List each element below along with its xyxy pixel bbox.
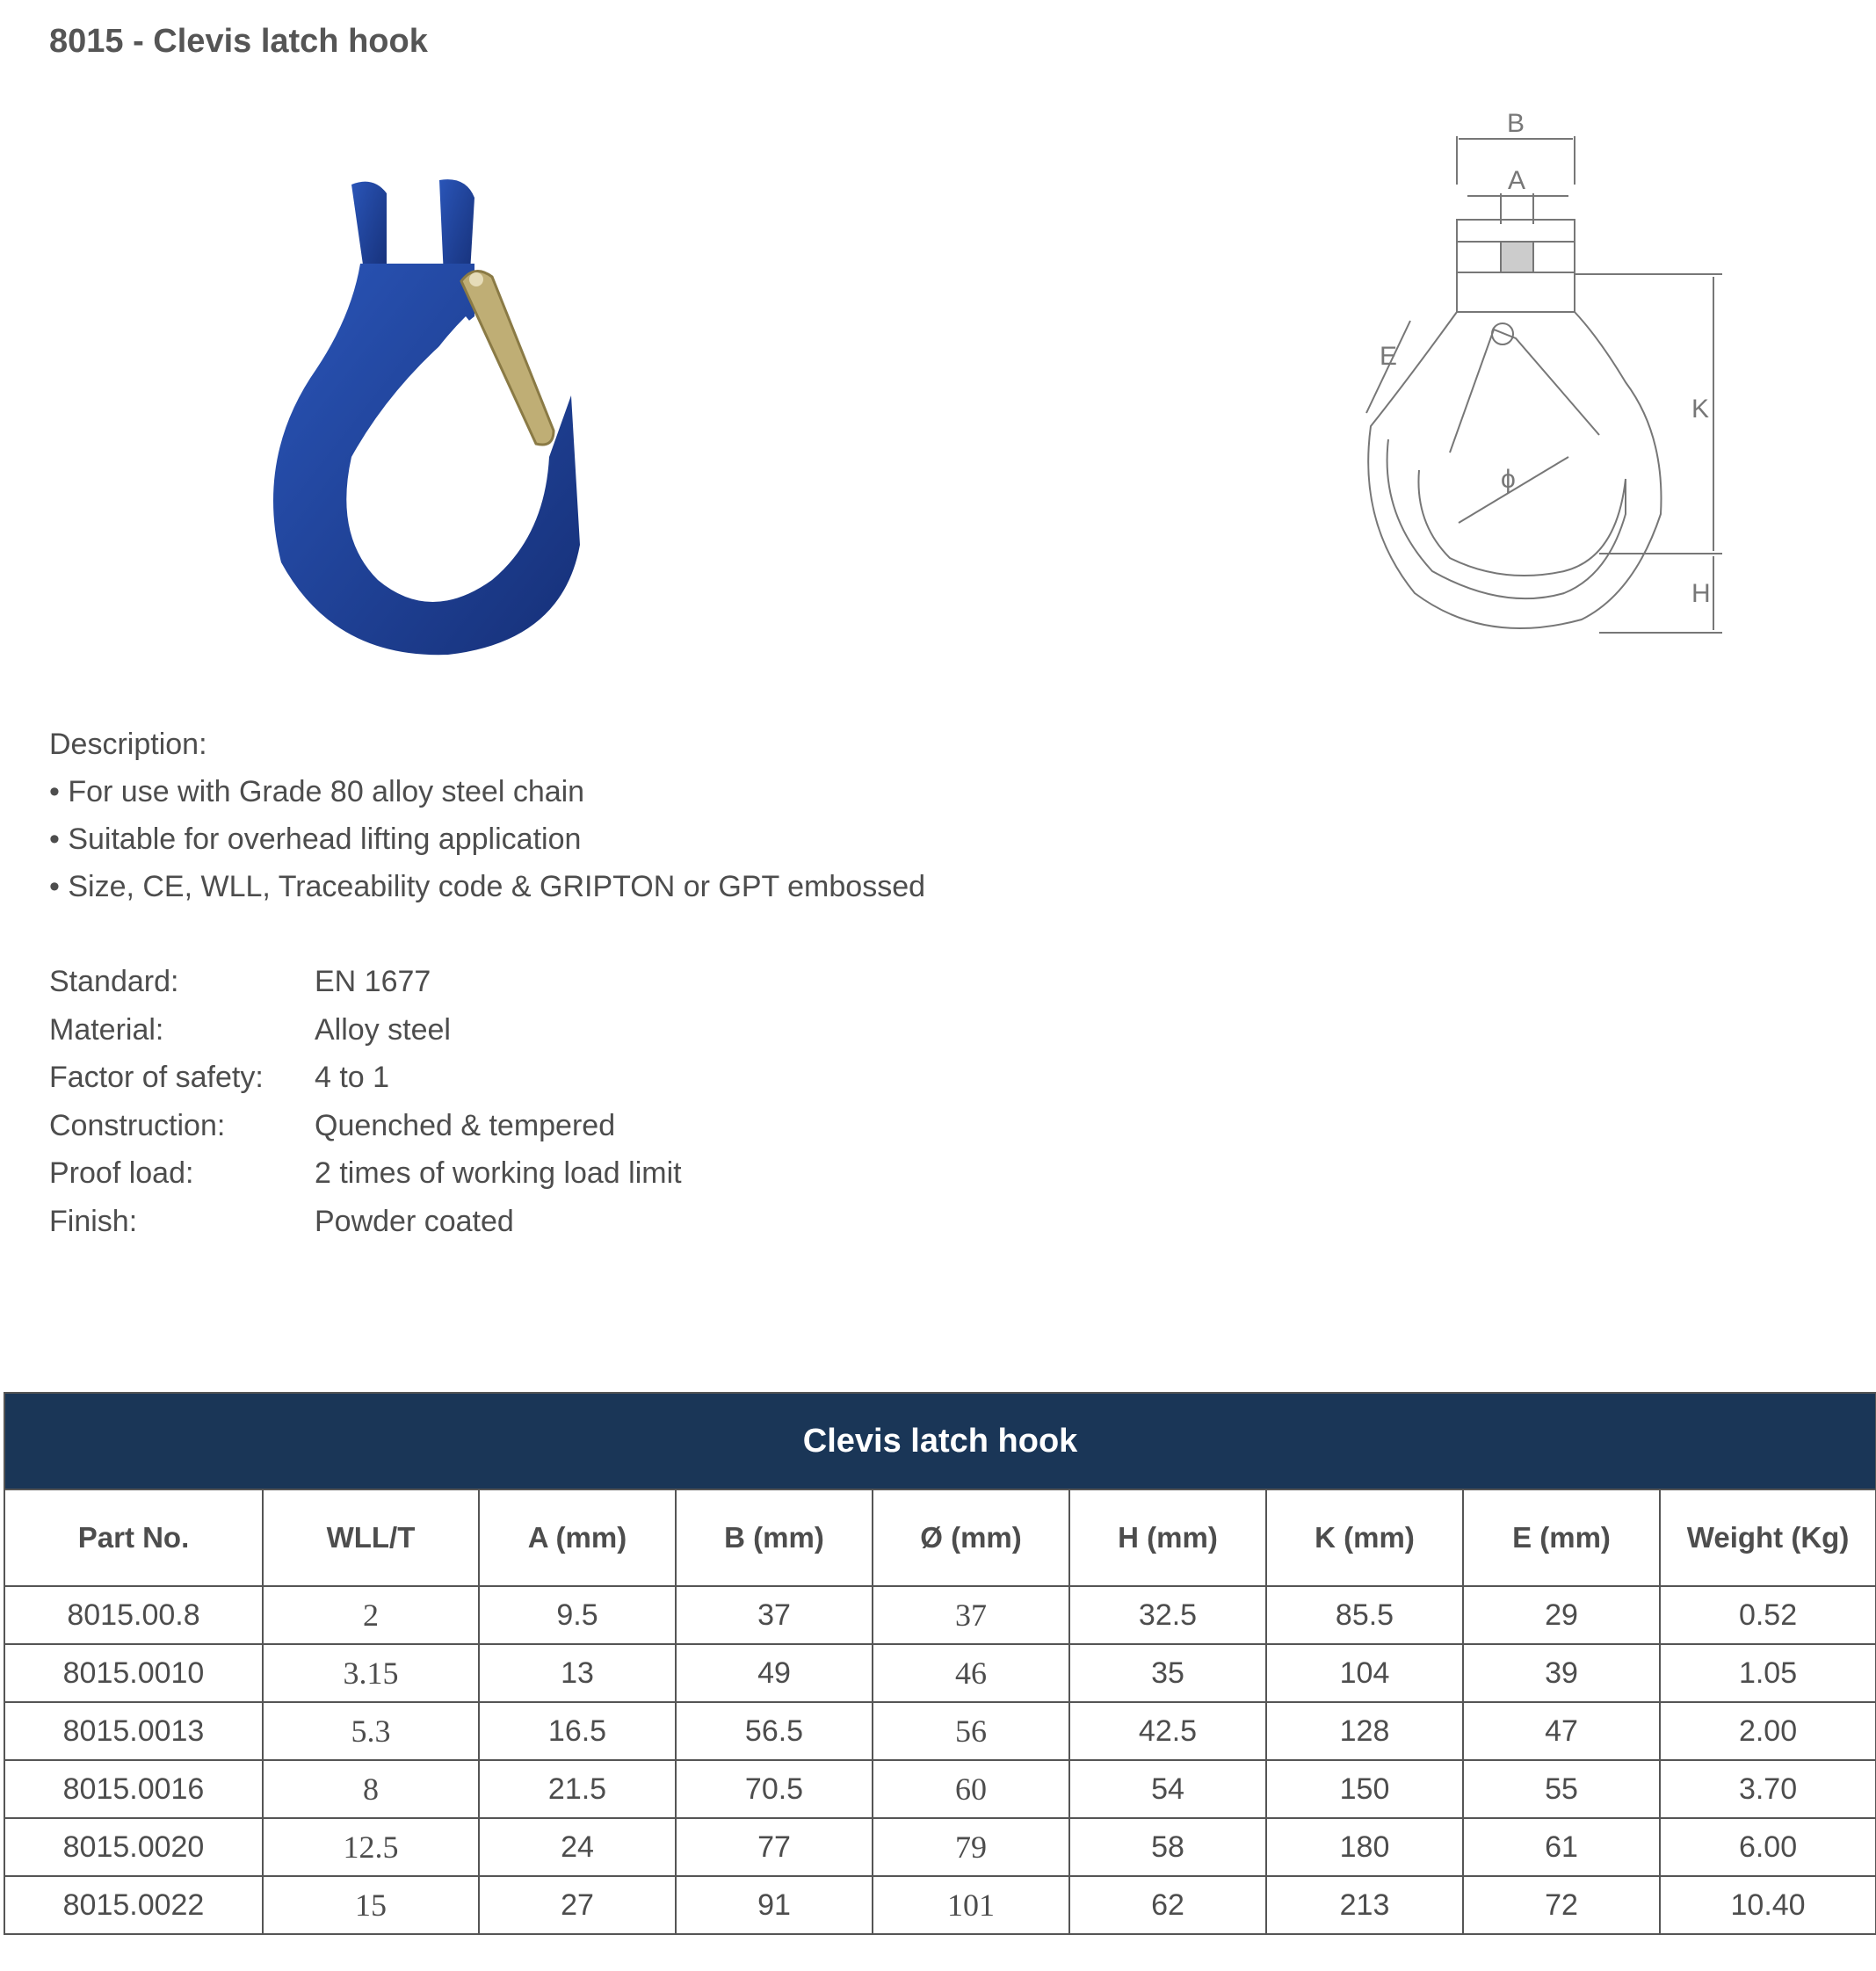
- spec-label: Factor of safety:: [49, 1061, 264, 1094]
- spec-value: Quenched & tempered: [315, 1108, 616, 1142]
- hook-photo: [255, 167, 606, 659]
- table-row: [4, 1818, 1876, 1876]
- table-cell: 60: [873, 1760, 1069, 1818]
- dimensions-table: [4, 1392, 1876, 1935]
- spec-label: Standard:: [49, 965, 179, 998]
- dim-label-a: A: [1507, 166, 1526, 195]
- spec-row-finish: [49, 1198, 682, 1246]
- table-cell: 2: [263, 1586, 479, 1644]
- table-cell: 8: [263, 1760, 479, 1818]
- spec-row-proof-load: [49, 1149, 682, 1198]
- table-cell: 0.52: [1660, 1586, 1876, 1644]
- table-cell: 13: [479, 1644, 676, 1702]
- table-cell: 16.5: [479, 1702, 676, 1760]
- spec-label: Finish:: [49, 1204, 138, 1238]
- spec-row-construction: [49, 1102, 682, 1150]
- table-row: [4, 1586, 1876, 1644]
- table-row: [4, 1876, 1876, 1934]
- description: [49, 721, 925, 910]
- table-cell: 3.70: [1660, 1760, 1876, 1818]
- table-cell: 55: [1463, 1760, 1660, 1818]
- table-cell: 8015.00.8: [4, 1586, 263, 1644]
- spec-value: EN 1677: [315, 965, 431, 998]
- table-cell: 47: [1463, 1702, 1660, 1760]
- table-cell: 54: [1069, 1760, 1266, 1818]
- description-bullet: • For use with Grade 80 alloy steel chain: [49, 775, 585, 808]
- table-cell: 8015.0016: [4, 1760, 263, 1818]
- table-cell: 49: [676, 1644, 873, 1702]
- spec-label: Construction:: [49, 1108, 226, 1142]
- table-cell: 62: [1069, 1876, 1266, 1934]
- table-cell: 56: [873, 1702, 1069, 1760]
- table-cell: 39: [1463, 1644, 1660, 1702]
- table-cell: 42.5: [1069, 1702, 1266, 1760]
- dim-label-h: H: [1691, 579, 1711, 608]
- spec-label: Material:: [49, 1012, 164, 1047]
- table-cell: 24: [479, 1818, 676, 1876]
- table-cell: 29: [1463, 1586, 1660, 1644]
- table-cell: 35: [1069, 1644, 1266, 1702]
- spec-value: Powder coated: [315, 1204, 514, 1238]
- table-row: [4, 1760, 1876, 1818]
- table-cell: 1.05: [1660, 1644, 1876, 1702]
- column-header: A (mm): [479, 1489, 676, 1586]
- table-cell: 58: [1069, 1818, 1266, 1876]
- column-header: K (mm): [1266, 1489, 1463, 1586]
- spec-value: 2 times of working load limit: [315, 1156, 682, 1190]
- table-cell: 180: [1266, 1818, 1463, 1876]
- column-header: Ø (mm): [873, 1489, 1069, 1586]
- table-cell: 9.5: [479, 1586, 676, 1644]
- column-header: Weight (Kg): [1660, 1489, 1876, 1586]
- column-header: B (mm): [676, 1489, 873, 1586]
- spec-row-material: [49, 1006, 682, 1054]
- dim-label-e: E: [1380, 342, 1398, 371]
- column-header: E (mm): [1463, 1489, 1660, 1586]
- table-cell: 85.5: [1266, 1586, 1463, 1644]
- table-cell: 56.5: [676, 1702, 873, 1760]
- table-cell: 8015.0020: [4, 1818, 263, 1876]
- spec-row-factor-of-safety: [49, 1054, 682, 1102]
- table-cell: 37: [873, 1586, 1069, 1644]
- table-cell: 104: [1266, 1644, 1463, 1702]
- dim-label-b: B: [1506, 109, 1525, 138]
- spec-label: Proof load:: [49, 1156, 194, 1190]
- table-row: [4, 1644, 1876, 1702]
- spec-value: Alloy steel: [315, 1012, 451, 1047]
- table-cell: 12.5: [263, 1818, 479, 1876]
- table-header-row: [4, 1489, 1876, 1586]
- table-cell: 6.00: [1660, 1818, 1876, 1876]
- table-cell: 5.3: [263, 1702, 479, 1760]
- table-cell: 3.15: [263, 1644, 479, 1702]
- column-header: WLL/T: [263, 1489, 479, 1586]
- column-header: Part No.: [4, 1489, 263, 1586]
- dim-label-k: K: [1691, 395, 1710, 424]
- table-cell: 101: [873, 1876, 1069, 1934]
- table-caption: Clevis latch hook: [4, 1393, 1876, 1489]
- dim-label-phi: ϕ: [1501, 465, 1516, 494]
- page-title: 8015 - Clevis latch hook: [49, 23, 428, 60]
- table-cell: 46: [873, 1644, 1069, 1702]
- table-cell: 77: [676, 1818, 873, 1876]
- table-cell: 91: [676, 1876, 873, 1934]
- table-cell: 8015.0022: [4, 1876, 263, 1934]
- specifications: [49, 958, 682, 1245]
- hook-dimension-drawing: [1353, 101, 1740, 646]
- description-bullet: • Size, CE, WLL, Traceability code & GRIPTON or GPT embossed: [49, 870, 926, 903]
- table-cell: 10.40: [1660, 1876, 1876, 1934]
- table-cell: 213: [1266, 1876, 1463, 1934]
- table-cell: 21.5: [479, 1760, 676, 1818]
- table-cell: 72: [1463, 1876, 1660, 1934]
- table-cell: 2.00: [1660, 1702, 1876, 1760]
- description-bullet: • Suitable for overhead lifting application: [49, 822, 582, 856]
- table-cell: 15: [263, 1876, 479, 1934]
- table-cell: 8015.0010: [4, 1644, 263, 1702]
- column-header: H (mm): [1069, 1489, 1266, 1586]
- table-cell: 61: [1463, 1818, 1660, 1876]
- description-heading: Description:: [49, 728, 207, 761]
- table-cell: 32.5: [1069, 1586, 1266, 1644]
- table-cell: 37: [676, 1586, 873, 1644]
- spec-row-standard: [49, 958, 682, 1006]
- table-cell: 70.5: [676, 1760, 873, 1818]
- table-cell: 8015.0013: [4, 1702, 263, 1760]
- table-row: [4, 1702, 1876, 1760]
- table-cell: 128: [1266, 1702, 1463, 1760]
- spec-value: 4 to 1: [315, 1061, 390, 1094]
- table-cell: 27: [479, 1876, 676, 1934]
- table-cell: 150: [1266, 1760, 1463, 1818]
- table-cell: 79: [873, 1818, 1069, 1876]
